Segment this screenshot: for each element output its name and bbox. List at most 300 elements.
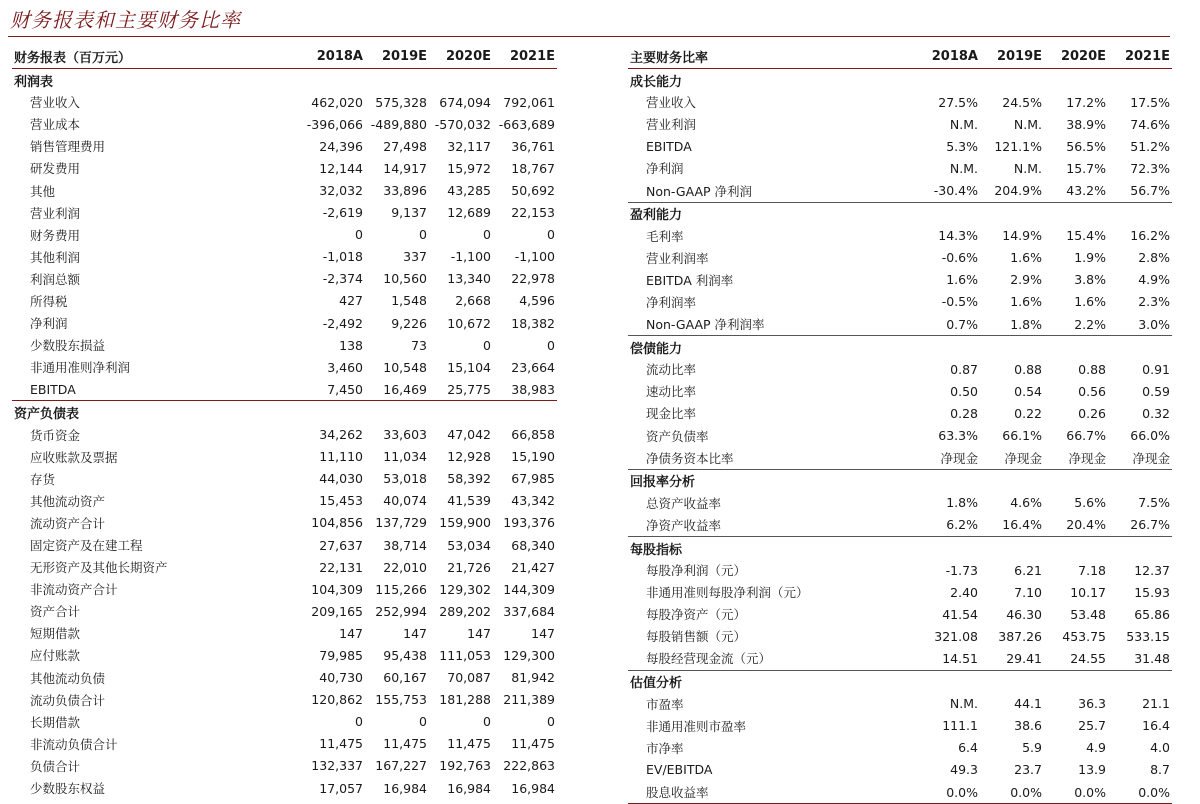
value-cell: -489,880 — [370, 116, 427, 132]
value-cell: 193,376 — [503, 515, 555, 531]
page-title: 财务报表和主要财务比率 — [10, 8, 241, 32]
value-cell: 159,900 — [439, 515, 491, 531]
section-row — [628, 202, 1172, 225]
section-row — [628, 336, 1172, 359]
row-label: 非流动负债合计 — [30, 736, 118, 752]
table-row — [12, 556, 557, 578]
value-cell: 252,994 — [375, 603, 427, 619]
value-cell: 147 — [467, 625, 491, 641]
value-cell: 0 — [547, 337, 555, 353]
row-label: 利润总额 — [30, 271, 81, 287]
value-cell: 33,896 — [383, 183, 427, 199]
value-cell: 0.88 — [1078, 361, 1106, 377]
value-cell: 0.0% — [1108, 781, 1172, 804]
value-cell: 16,984 — [511, 780, 555, 796]
value-cell: 115,266 — [375, 581, 427, 597]
value-cell: 104,856 — [311, 515, 363, 531]
section-label: 估值分析 — [628, 670, 1172, 693]
value-cell: 34,262 — [319, 427, 363, 443]
value-cell: 4.6% — [1010, 495, 1042, 511]
value-cell: 427 — [339, 293, 363, 309]
value-cell: 27,637 — [319, 537, 363, 553]
value-cell: -30.4% — [916, 179, 980, 202]
value-cell: N.M. — [1013, 160, 1042, 176]
value-cell: 1,548 — [391, 293, 427, 309]
year-header-cell: 2018A — [916, 44, 980, 69]
row-label: 股息收益率 — [628, 781, 916, 804]
value-cell: 68,340 — [511, 537, 555, 553]
row-label: 每股经营现金流（元） — [628, 647, 916, 670]
value-cell: 192,763 — [439, 758, 491, 774]
value-cell: 13.9 — [1078, 762, 1106, 778]
value-cell: 16,984 — [447, 780, 491, 796]
value-cell: 0.88 — [1014, 361, 1042, 377]
row-label: 流动资产合计 — [30, 515, 106, 531]
table-row — [12, 157, 557, 179]
section-label: 盈利能力 — [628, 202, 1172, 225]
value-cell: 0.87 — [950, 361, 978, 377]
value-cell: 6.2% — [916, 514, 980, 537]
value-cell: 14,917 — [383, 160, 427, 176]
value-cell: 14.9% — [1002, 228, 1042, 244]
section-label: 利润表 — [14, 74, 54, 90]
value-cell: -0.5% — [941, 294, 978, 310]
value-cell: 222,863 — [503, 758, 555, 774]
year-header-cell: 2019E — [365, 44, 429, 69]
value-cell: 10,672 — [447, 315, 491, 331]
value-cell: 211,389 — [503, 692, 555, 708]
value-cell: 167,227 — [375, 758, 427, 774]
title-divider — [8, 36, 1170, 37]
row-label: 营业利润 — [30, 205, 81, 221]
table-row — [628, 179, 1172, 202]
value-cell: N.M. — [949, 160, 978, 176]
table-row — [628, 647, 1172, 670]
value-cell: 50,692 — [511, 183, 555, 199]
value-cell: 387.26 — [998, 628, 1042, 644]
table-row — [12, 224, 557, 246]
value-cell: 净现金 — [980, 447, 1044, 470]
value-cell: 11,475 — [383, 736, 427, 752]
value-cell: 15,453 — [319, 493, 363, 509]
table-row — [12, 622, 557, 644]
value-cell: 58,392 — [447, 471, 491, 487]
value-cell: 18,767 — [511, 160, 555, 176]
table-row — [12, 246, 557, 268]
value-cell: 56.7% — [1108, 179, 1172, 202]
row-label: 其他流动负债 — [30, 670, 106, 686]
table-row — [12, 755, 557, 777]
value-cell: 2.9% — [1010, 272, 1042, 288]
table-row — [628, 492, 1172, 514]
row-label: 市净率 — [646, 740, 684, 756]
table-row — [628, 759, 1172, 781]
value-cell: 674,094 — [439, 94, 491, 110]
value-cell: -2,492 — [322, 315, 363, 331]
value-cell: 27,498 — [383, 138, 427, 154]
value-cell: 66.1% — [1002, 428, 1042, 444]
value-cell: 0 — [355, 227, 363, 243]
value-cell: 43.2% — [1044, 179, 1108, 202]
row-label: 净利润 — [646, 161, 684, 177]
value-cell: 46.30 — [1006, 606, 1042, 622]
value-cell: 11,475 — [319, 736, 363, 752]
value-cell: 0.7% — [916, 313, 980, 336]
row-label: 每股净资产（元） — [646, 607, 747, 623]
value-cell: 10,548 — [383, 359, 427, 375]
value-cell: -2,619 — [322, 205, 363, 221]
value-cell: 16.2% — [1130, 228, 1170, 244]
row-label: 流动比率 — [646, 362, 697, 378]
table-row — [12, 733, 557, 755]
value-cell: 43,342 — [511, 493, 555, 509]
value-cell: 38.6 — [1014, 718, 1042, 734]
value-cell: 18,382 — [511, 315, 555, 331]
row-label: 营业收入 — [646, 95, 697, 111]
table-title-cell: 财务报表（百万元） — [12, 44, 302, 69]
value-cell: 1.8% — [980, 313, 1044, 336]
value-cell: 24.55 — [1044, 647, 1108, 670]
value-cell: 321.08 — [934, 628, 978, 644]
section-label: 资产负债表 — [14, 406, 80, 422]
table-row — [12, 600, 557, 622]
value-cell: 9,226 — [391, 315, 427, 331]
row-label: 应收账款及票据 — [30, 449, 118, 465]
value-cell: 49.3 — [950, 762, 978, 778]
value-cell: 21,427 — [511, 559, 555, 575]
year-header-cell: 2020E — [429, 44, 493, 69]
table-row — [628, 581, 1172, 603]
value-cell: 337 — [403, 249, 427, 265]
table-row — [12, 667, 557, 689]
value-cell: 10,560 — [383, 271, 427, 287]
value-cell: 0.54 — [1014, 383, 1042, 399]
table-row — [628, 781, 1172, 804]
row-label: 净资产收益率 — [628, 514, 916, 537]
table-row — [12, 424, 557, 446]
value-cell: 0.50 — [950, 383, 978, 399]
row-label: 毛利率 — [646, 228, 684, 244]
value-cell: 40,074 — [383, 493, 427, 509]
table-row — [12, 711, 557, 733]
value-cell: 4.9% — [1138, 272, 1170, 288]
value-cell: 53,018 — [383, 471, 427, 487]
value-cell: 74.6% — [1130, 116, 1170, 132]
value-cell: -396,066 — [306, 116, 363, 132]
value-cell: 81,942 — [511, 670, 555, 686]
value-cell: 20.4% — [1044, 514, 1108, 537]
row-label: 其他流动资产 — [30, 493, 106, 509]
value-cell: 17,057 — [319, 780, 363, 796]
row-label: 短期借款 — [30, 626, 81, 642]
row-label: 其他利润 — [30, 249, 81, 265]
table-row — [12, 113, 557, 135]
value-cell: 17.5% — [1130, 94, 1170, 110]
value-cell: 36.3 — [1078, 696, 1106, 712]
value-cell: 111.1 — [942, 718, 978, 734]
value-cell: 净现金 — [916, 447, 980, 470]
row-label: EV/EBITDA — [646, 762, 713, 778]
value-cell: 0 — [483, 714, 491, 730]
section-label: 成长能力 — [630, 74, 683, 90]
value-cell: 137,729 — [375, 515, 427, 531]
value-cell: 22,010 — [383, 559, 427, 575]
value-cell: N.M. — [949, 116, 978, 132]
value-cell: 2.40 — [950, 584, 978, 600]
value-cell: 0.26 — [1078, 405, 1106, 421]
row-label: EBITDA — [646, 138, 692, 154]
table-row — [628, 625, 1172, 647]
table-row — [628, 313, 1172, 336]
value-cell: 15.93 — [1134, 584, 1170, 600]
value-cell: 23.7 — [1014, 762, 1042, 778]
table-row — [628, 425, 1172, 447]
value-cell: 15.4% — [1066, 228, 1106, 244]
value-cell: 33,603 — [383, 427, 427, 443]
value-cell: 13,340 — [447, 271, 491, 287]
row-label: 长期借款 — [30, 714, 81, 730]
value-cell: 72.3% — [1130, 160, 1170, 176]
row-label: 营业利润 — [646, 117, 697, 133]
value-cell: 0.56 — [1078, 383, 1106, 399]
value-cell: 11,034 — [383, 449, 427, 465]
value-cell: 26.7% — [1108, 514, 1172, 537]
table-row — [628, 514, 1172, 537]
value-cell: 0 — [419, 714, 427, 730]
value-cell: 0 — [547, 227, 555, 243]
value-cell: 2.3% — [1138, 294, 1170, 310]
value-cell: 1.6% — [1010, 250, 1042, 266]
row-label: 负债合计 — [30, 758, 81, 774]
value-cell: 15.7% — [1066, 160, 1106, 176]
row-label: 流动负债合计 — [30, 692, 106, 708]
value-cell: 6.4 — [958, 740, 978, 756]
value-cell: 22,153 — [511, 205, 555, 221]
section-row — [628, 536, 1172, 559]
table-row — [12, 91, 557, 113]
row-label: 总资产收益率 — [646, 495, 722, 511]
value-cell: 144,309 — [503, 581, 555, 597]
table-row — [628, 603, 1172, 625]
value-cell: 净现金 — [1044, 447, 1108, 470]
table-row — [628, 380, 1172, 402]
value-cell: 1.8% — [946, 495, 978, 511]
value-cell: 9,137 — [391, 205, 427, 221]
row-label: 营业收入 — [30, 95, 81, 111]
value-cell: 129,302 — [439, 581, 491, 597]
row-label: 现金比率 — [646, 406, 697, 422]
row-label: Non-GAAP 净利润率 — [628, 313, 916, 336]
row-label: 营业利润率 — [646, 250, 709, 266]
table-row — [12, 446, 557, 468]
value-cell: 0.0% — [1044, 781, 1108, 804]
value-cell: 16,469 — [365, 378, 429, 401]
table-row — [628, 113, 1172, 135]
table-row — [12, 468, 557, 490]
value-cell: 1.6% — [1010, 294, 1042, 310]
value-cell: 7,450 — [302, 378, 365, 401]
value-cell: 0.91 — [1142, 361, 1170, 377]
value-cell: 41.54 — [942, 606, 978, 622]
value-cell: 70,087 — [447, 670, 491, 686]
row-label: 少数股东损益 — [30, 338, 106, 354]
table-row — [628, 269, 1172, 291]
row-label: 存货 — [30, 471, 56, 487]
section-label: 偿债能力 — [628, 336, 1172, 359]
table-row — [628, 225, 1172, 247]
table-row — [12, 290, 557, 312]
value-cell: 66,858 — [511, 427, 555, 443]
value-cell: 3.0% — [1108, 313, 1172, 336]
row-label: 固定资产及在建工程 — [30, 538, 143, 554]
value-cell: 15,190 — [511, 449, 555, 465]
value-cell: 44.1 — [1014, 696, 1042, 712]
value-cell: 0 — [355, 714, 363, 730]
value-cell: 0 — [419, 227, 427, 243]
section-row — [628, 469, 1172, 492]
value-cell: 3.8% — [1074, 272, 1106, 288]
value-cell: 5.3% — [946, 138, 978, 154]
value-cell: 43,285 — [447, 183, 491, 199]
value-cell: 5.6% — [1074, 495, 1106, 511]
row-label: 非通用准则净利润 — [30, 360, 131, 376]
row-label: 市盈率 — [646, 696, 684, 712]
section-row — [628, 670, 1172, 693]
value-cell: 24,396 — [319, 138, 363, 154]
year-header-cell: 2021E — [1108, 44, 1172, 69]
row-label: 资产合计 — [30, 604, 81, 620]
value-cell: 7.10 — [1014, 584, 1042, 600]
financial-ratios-table — [628, 44, 1172, 804]
row-label: 研发费用 — [30, 161, 81, 177]
row-label: 净债务资本比率 — [628, 447, 916, 470]
row-label: EBITDA — [12, 378, 302, 401]
table-title-cell: 主要财务比率 — [628, 44, 916, 69]
table-row — [12, 356, 557, 378]
row-label: 应付账款 — [30, 648, 81, 664]
value-cell: 6.21 — [1014, 562, 1042, 578]
table-row — [12, 578, 557, 600]
value-cell: 462,020 — [311, 94, 363, 110]
value-cell: 44,030 — [319, 471, 363, 487]
row-label: 非通用准则每股净利润（元） — [646, 585, 809, 601]
value-cell: 147 — [531, 625, 555, 641]
table-header-row — [628, 44, 1172, 69]
value-cell: 0.0% — [916, 781, 980, 804]
value-cell: 63.3% — [938, 428, 978, 444]
value-cell: 10.17 — [1070, 584, 1106, 600]
value-cell: 净现金 — [1108, 447, 1172, 470]
value-cell: 60,167 — [383, 670, 427, 686]
row-label: 货币资金 — [30, 427, 81, 443]
financial-statements-table — [12, 44, 557, 799]
table-header-row — [12, 44, 557, 69]
value-cell: 0 — [547, 714, 555, 730]
row-label: 营业成本 — [30, 117, 81, 133]
value-cell: -2,374 — [322, 271, 363, 287]
value-cell: 14.3% — [938, 228, 978, 244]
value-cell: 2,668 — [455, 293, 491, 309]
value-cell: 3,460 — [327, 359, 363, 375]
value-cell: 12,689 — [447, 205, 491, 221]
value-cell: 53,034 — [447, 537, 491, 553]
value-cell: 95,438 — [383, 647, 427, 663]
row-label: 财务费用 — [30, 227, 81, 243]
value-cell: 204.9% — [980, 179, 1044, 202]
value-cell: 65.86 — [1134, 606, 1170, 622]
row-label: Non-GAAP 净利润 — [628, 179, 916, 202]
value-cell: 155,753 — [375, 692, 427, 708]
value-cell: 24.5% — [1002, 94, 1042, 110]
value-cell: 533.15 — [1126, 628, 1170, 644]
value-cell: 66.7% — [1066, 428, 1106, 444]
value-cell: -1.73 — [945, 562, 978, 578]
section-label: 每股指标 — [628, 536, 1172, 559]
value-cell: 40,730 — [319, 670, 363, 686]
value-cell: N.M. — [949, 696, 978, 712]
row-label: 无形资产及其他长期资产 — [30, 560, 168, 576]
value-cell: 2.8% — [1138, 250, 1170, 266]
value-cell: 147 — [339, 625, 363, 641]
value-cell: 22,978 — [511, 271, 555, 287]
value-cell: 11,475 — [447, 736, 491, 752]
table-row — [628, 91, 1172, 113]
section-row — [628, 69, 1172, 92]
value-cell: 16.4 — [1142, 718, 1170, 734]
value-cell: 38.9% — [1066, 116, 1106, 132]
value-cell: 16,984 — [383, 780, 427, 796]
value-cell: 73 — [411, 337, 427, 353]
value-cell: 337,684 — [503, 603, 555, 619]
table-row — [12, 777, 557, 799]
value-cell: -570,032 — [434, 116, 491, 132]
table-row — [628, 715, 1172, 737]
row-label: 非流动资产合计 — [30, 582, 118, 598]
value-cell: 38,983 — [493, 378, 557, 401]
table-row — [628, 157, 1172, 179]
value-cell: 0.22 — [1014, 405, 1042, 421]
value-cell: 53.48 — [1070, 606, 1106, 622]
value-cell: 21.1 — [1142, 696, 1170, 712]
value-cell: 17.2% — [1066, 94, 1106, 110]
section-row — [12, 401, 557, 424]
table-row — [628, 135, 1172, 157]
value-cell: 15,972 — [447, 160, 491, 176]
value-cell: 289,202 — [439, 603, 491, 619]
value-cell: 2.2% — [1044, 313, 1108, 336]
value-cell: 0 — [483, 227, 491, 243]
value-cell: 11,475 — [511, 736, 555, 752]
value-cell: 25.7 — [1078, 718, 1106, 734]
table-row — [628, 559, 1172, 581]
table-row — [12, 490, 557, 512]
value-cell: -663,689 — [498, 116, 555, 132]
value-cell: 41,539 — [447, 493, 491, 509]
row-label: 净利润率 — [646, 294, 697, 310]
table-row — [12, 202, 557, 224]
table-row — [628, 402, 1172, 424]
value-cell: 14.51 — [916, 647, 980, 670]
row-label: 每股销售额（元） — [646, 629, 747, 645]
value-cell: -1,100 — [450, 249, 491, 265]
value-cell: 0.0% — [980, 781, 1044, 804]
value-cell: 16.4% — [980, 514, 1044, 537]
value-cell: 29.41 — [980, 647, 1044, 670]
value-cell: 138 — [339, 337, 363, 353]
table-row — [12, 534, 557, 556]
table-row — [12, 689, 557, 711]
value-cell: 47,042 — [447, 427, 491, 443]
